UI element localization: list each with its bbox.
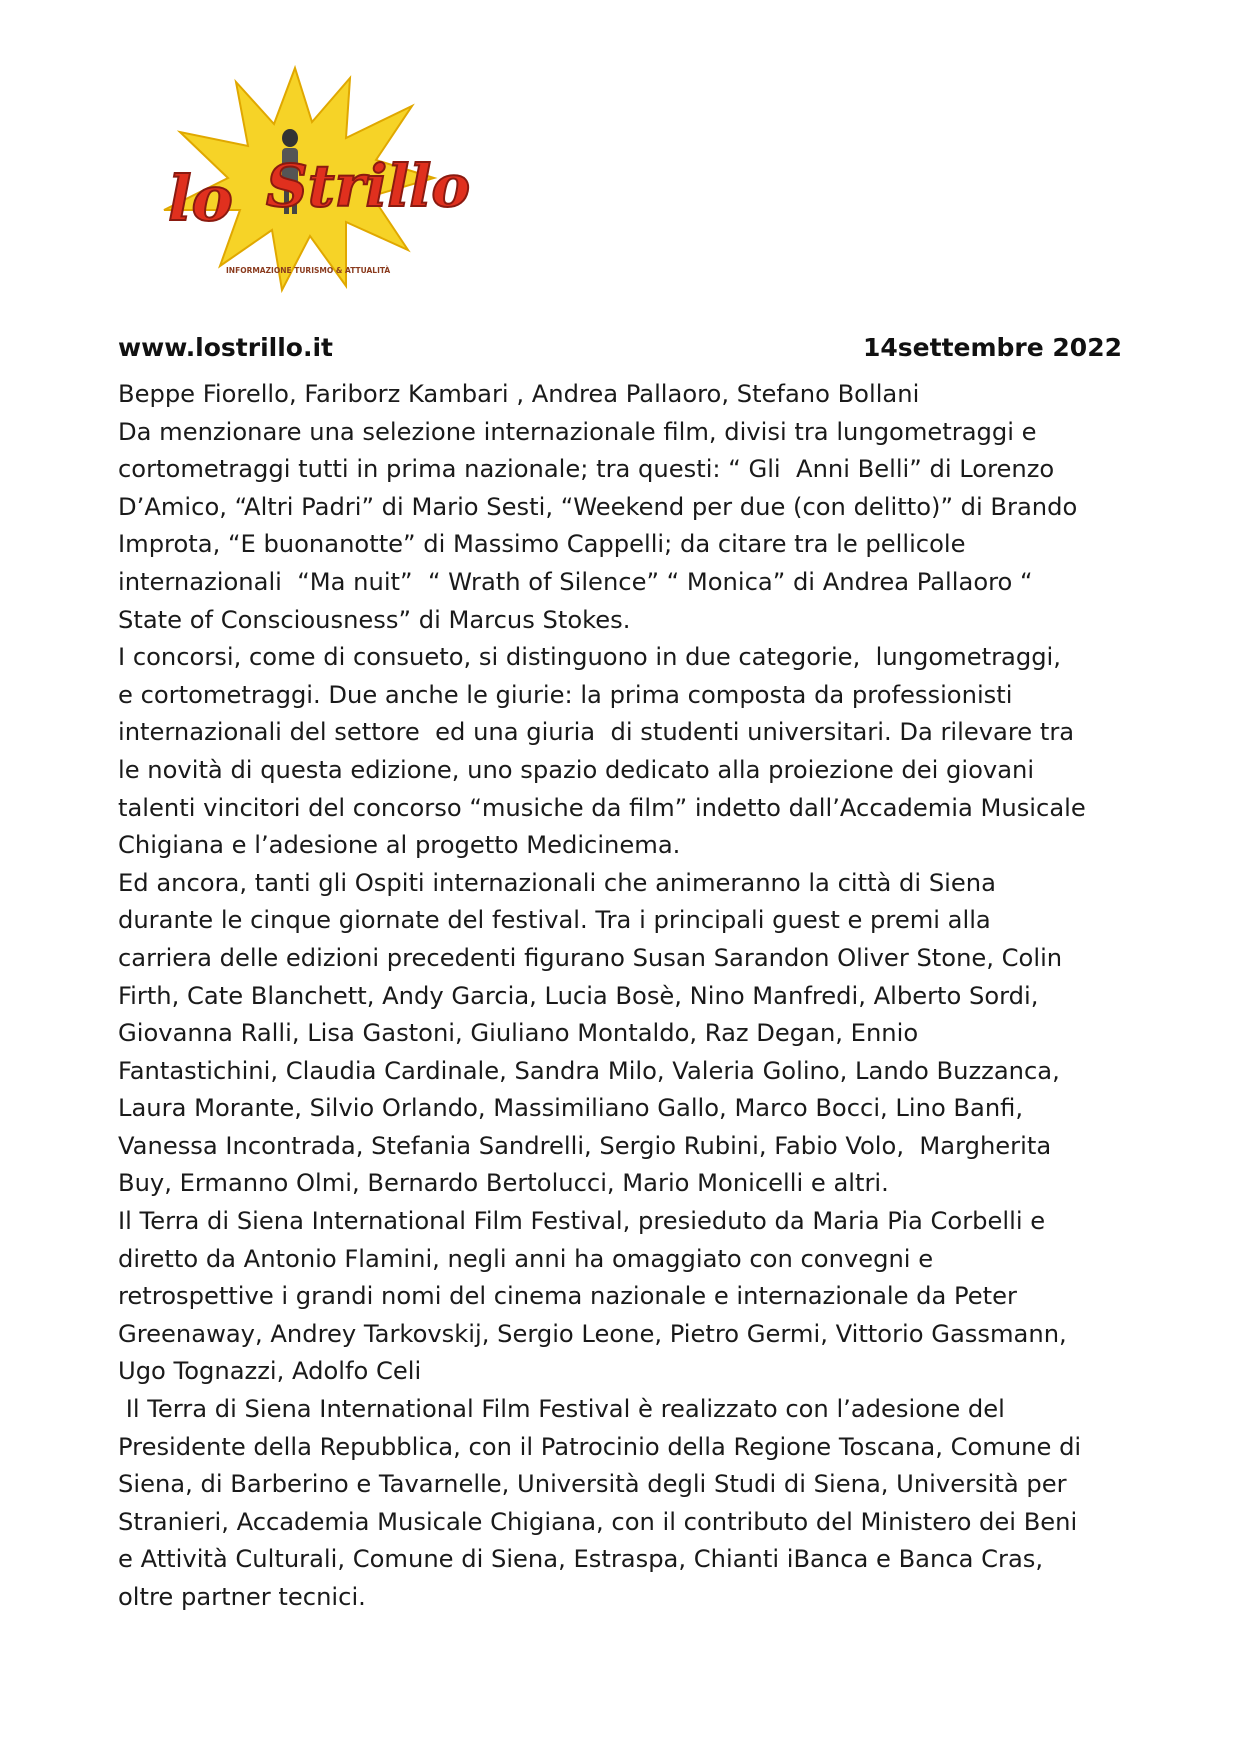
body-line: I concorsi, come di consueto, si distinguono in due categorie, lungometraggi,	[118, 643, 1061, 672]
body-line: State of Consciousness” di Marcus Stokes.	[118, 605, 631, 634]
body-line: cortometraggi tutti in prima nazionale; tra questi: “ Gli Anni Belli” di Lorenzo	[118, 455, 1055, 484]
body-line: D’Amico, “Altri Padri” di Mario Sesti, “Weekend per due (con delitto)” di Brando	[118, 492, 1078, 521]
body-line: Stranieri, Accademia Musicale Chigiana, con il contributo del Ministero dei Beni	[118, 1507, 1078, 1536]
body-line: retrospettive i grandi nomi del cinema nazionale e internazionale da Peter	[118, 1282, 1017, 1311]
body-line: Il Terra di Siena International Film Festival, presieduto da Maria Pia Corbelli e	[118, 1207, 1046, 1236]
body-line: internazionali “Ma nuit” “ Wrath of Silence” “ Monica” di Andrea Pallaoro “	[118, 567, 1033, 596]
body-line: Ed ancora, tanti gli Ospiti internazionali che animeranno la città di Siena	[118, 868, 996, 897]
body-line: durante le cinque giornate del festival. Tra i principali guest e premi alla	[118, 906, 991, 935]
body-line: Ugo Tognazzi, Adolfo Celi	[118, 1357, 422, 1386]
body-line: Greenaway, Andrey Tarkovskij, Sergio Leone, Pietro Germi, Vittorio Gassmann,	[118, 1319, 1067, 1348]
article-body	[118, 376, 1122, 1617]
body-line: Il Terra di Siena International Film Festival è realizzato con l’adesione del	[118, 1395, 1005, 1424]
body-line: Laura Morante, Silvio Orlando, Massimiliano Gallo, Marco Bocci, Lino Banfi,	[118, 1094, 1024, 1123]
body-line: diretto da Antonio Flamini, negli anni ha omaggiato con convegni e	[118, 1244, 934, 1273]
body-line: internazionali del settore ed una giuria di studenti universitari. Da rilevare tra	[118, 718, 1075, 747]
body-line: carriera delle edizioni precedenti figurano Susan Sarandon Oliver Stone, Colin	[118, 943, 1063, 972]
body-line: le novità di questa edizione, uno spazio dedicato alla proiezione dei giovani	[118, 755, 1035, 784]
body-line: oltre partner tecnici.	[118, 1583, 366, 1611]
body-line: e Attività Culturali, Comune di Siena, Estraspa, Chianti iBanca e Banca Cras,	[118, 1545, 1044, 1574]
body-line: Giovanna Ralli, Lisa Gastoni, Giuliano Montaldo, Raz Degan, Ennio	[118, 1019, 919, 1048]
body-line: Improta, “E buonanotte” di Massimo Cappelli; da citare tra le pellicole	[118, 530, 966, 559]
body-line: Presidente della Repubblica, con il Patrocinio della Regione Toscana, Comune di	[118, 1432, 1082, 1461]
lostrillo-logo	[150, 60, 471, 300]
body-line: Vanessa Incontrada, Stefania Sandrelli, Sergio Rubini, Fabio Volo, Margherita	[118, 1131, 1052, 1160]
logo-tagline: INFORMAZIONE TURISMO & ATTUALITÀ	[226, 266, 391, 275]
body-line: Siena, di Barberino e Tavarnelle, Università degli Studi di Siena, Università per	[118, 1470, 1067, 1499]
body-line: e cortometraggi. Due anche le giurie: la prima composta da professionisti	[118, 680, 1013, 709]
publication-date: 14settembre 2022	[863, 333, 1122, 362]
body-line: Fantastichini, Claudia Cardinale, Sandra Milo, Valeria Golino, Lando Buzzanca,	[118, 1056, 1060, 1085]
website-url: www.lostrillo.it	[118, 333, 333, 362]
logo-word-strillo: Strillo	[266, 152, 471, 220]
body-line: Chigiana e l’adesione al progetto Medicinema.	[118, 831, 681, 860]
logo-graphic	[150, 60, 471, 300]
body-line: Buy, Ermanno Olmi, Bernardo Bertolucci, Mario Monicelli e altri.	[118, 1169, 889, 1198]
body-line: Firth, Cate Blanchett, Andy Garcia, Lucia Bosè, Nino Manfredi, Alberto Sordi,	[118, 981, 1039, 1010]
body-line: Da menzionare una selezione internazionale film, divisi tra lungometraggi e	[118, 417, 1037, 446]
logo-word-lo: lo	[168, 162, 233, 235]
body-line: talenti vincitori del concorso “musiche da film” indetto dall’Accademia Musicale	[118, 793, 1086, 822]
body-line: Beppe Fiorello, Fariborz Kambari , Andrea Pallaoro, Stefano Bollani	[118, 380, 920, 408]
